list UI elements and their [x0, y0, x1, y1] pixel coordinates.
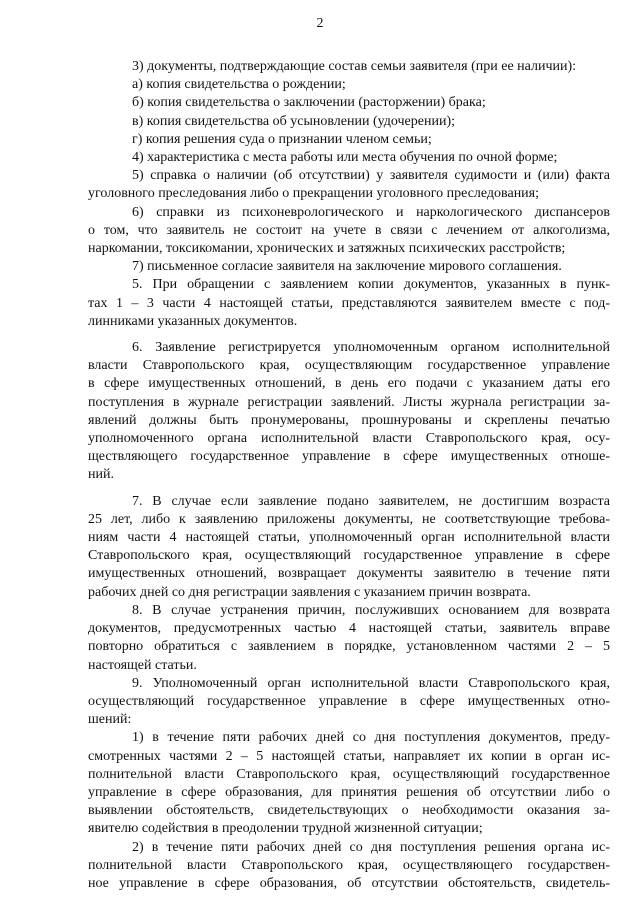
- paragraph-p-part-5: [88, 276, 610, 331]
- text-line: имущественных отношений, возвращает документы заявителю в течение пяти: [88, 566, 610, 582]
- paragraph-p-item-3v: [88, 113, 610, 131]
- text-line: 4) характеристика с места работы или места обучения по очной форме;: [132, 150, 558, 166]
- text-line: настоящей статьи.: [88, 657, 197, 673]
- text-line: поступления в журнале регистрации заявлений. Листы журнала регистрации за-: [88, 394, 610, 410]
- text-line: г) копия решения суда о признании членом семьи;: [132, 131, 432, 147]
- paragraph-gap: [88, 331, 610, 339]
- text-line: полнительной власти Ставропольского края, осуществляющего государствен-: [88, 857, 610, 873]
- text-line: повторно обратиться с заявлением в порядке, установленном частями 2 – 5: [88, 639, 610, 655]
- text-line: о том, что заявитель не состоит на учете в связи с лечением от алкоголизма,: [88, 222, 610, 238]
- text-line: 25 лет, либо к заявлению приложены документы, не соответствующие требова-: [88, 511, 610, 527]
- text-line: 7. В случае если заявление подано заявителем, не достигшим возраста: [132, 493, 610, 509]
- text-line: Ставропольского края, осуществляющий государственное управление в сфере: [88, 548, 610, 564]
- paragraph-p-item-3g: [88, 131, 610, 149]
- paragraph-p-item-7: [88, 258, 610, 276]
- text-line: б) копия свидетельства о заключении (расторжении) брака;: [132, 95, 486, 111]
- text-line: явлений должны быть пронумерованы, прошнурованы и скреплены печатью: [88, 412, 610, 428]
- text-line: линниками указанных документов.: [88, 313, 298, 329]
- text-line: 7) письменное согласие заявителя на заключение мирового соглашения.: [132, 259, 562, 275]
- paragraph-p-item-3: [88, 58, 610, 76]
- text-line: 3) документы, подтверждающие состав семьи заявителя (при ее наличии):: [132, 59, 577, 74]
- text-line: ное управление в сфере образования, об отсутствии обстоятельств, свидетель-: [88, 875, 610, 891]
- paragraph-p-part-9-2: [88, 839, 610, 894]
- text-line: полнительной власти Ставропольского края, осуществляющий государственное: [88, 766, 610, 782]
- text-line: ний.: [88, 467, 114, 483]
- text-line: 6) справки из психоневрологического и наркологического диспансеров: [132, 204, 610, 220]
- text-line: управление в сфере образования, для принятия решения об отсутствии либо о: [88, 784, 610, 800]
- text-line: тах 1 – 3 части 4 настоящей статьи, представляются заявителем вместе с под-: [88, 295, 610, 311]
- text-line: шений:: [88, 712, 132, 728]
- text-line: смотренных частями 2 – 5 настоящей статьи, направляет их копии в орган ис-: [88, 748, 610, 764]
- text-line: 2) в течение пяти рабочих дней со дня поступления решения органа ис-: [132, 839, 610, 855]
- paragraph-p-part-9: [88, 675, 610, 730]
- paragraph-p-item-5: [88, 167, 610, 203]
- text-line: осуществляющий государственное управление в сфере имущественных отно-: [88, 693, 610, 709]
- text-line: ществляющего государственное управление в сфере имущественных отноше-: [88, 449, 610, 465]
- paragraph-p-item-3a: [88, 76, 610, 94]
- text-line: уполномоченного органа исполнительной власти Ставропольского края, осу-: [88, 431, 610, 447]
- document-body: [88, 58, 610, 893]
- paragraph-p-part-8: [88, 602, 610, 675]
- paragraph-gap: [88, 485, 610, 493]
- paragraph-p-part-9-1: [88, 729, 610, 838]
- text-line: ниям части 4 настоящей статьи, уполномоченный орган исполнительной власти: [88, 530, 610, 546]
- paragraph-p-part-6: [88, 339, 610, 485]
- text-line: рабочих дней со дня регистрации заявления с указанием причин возврата.: [88, 584, 531, 600]
- paragraph-p-item-4: [88, 149, 610, 167]
- text-line: 9. Уполномоченный орган исполнительной власти Ставропольского края,: [132, 675, 610, 691]
- paragraph-p-item-3b: [88, 94, 610, 112]
- text-line: выявлении обстоятельств, свидетельствующих о необходимости оказания за-: [88, 803, 610, 819]
- text-line: наркомании, токсикомании, хронических и затяжных психических расстройств;: [88, 241, 566, 257]
- text-line: 8. В случае устранения причин, послуживших основанием для возврата: [132, 602, 610, 618]
- text-line: в) копия свидетельства об усыновлении (удочерении);: [132, 113, 455, 129]
- text-line: уголовного преследования либо о прекращении уголовного преследования;: [88, 186, 540, 202]
- paragraph-p-part-7: [88, 493, 610, 602]
- text-line: 6. Заявление регистрируется уполномоченным органом исполнительной: [132, 340, 610, 356]
- page-number: 2: [316, 16, 324, 31]
- text-line: а) копия свидетельства о рождении;: [132, 77, 346, 93]
- text-line: власти Ставропольского края, осуществляющим государственное управление: [88, 358, 610, 374]
- text-line: в сфере имущественных отношений, в день его подачи с указанием даты его: [88, 376, 610, 392]
- text-line: 1) в течение пяти рабочих дней со дня поступления документов, преду-: [132, 730, 610, 746]
- paragraph-p-item-6: [88, 204, 610, 259]
- text-line: явителю содействия в преодолении трудной жизненной ситуации;: [88, 821, 483, 837]
- text-line: 5. При обращении с заявлением копии документов, указанных в пунк-: [132, 277, 610, 293]
- text-line: документов, предусмотренных частью 4 настоящей статьи, заявитель вправе: [88, 621, 610, 637]
- text-line: 5) справка о наличии (об отсутствии) у заявителя судимости и (или) факта: [132, 168, 610, 184]
